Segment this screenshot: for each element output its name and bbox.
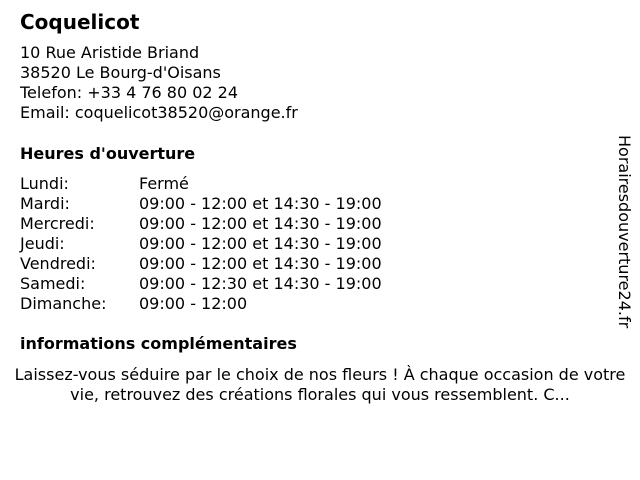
business-contact — [20, 43, 298, 123]
hours-row-mardi — [20, 194, 440, 214]
hours-row-vendredi — [20, 254, 440, 274]
time-value: 09:00 - 12:30 et 14:30 - 19:00 — [139, 274, 382, 293]
watermark — [612, 135, 636, 343]
email-address: Email: coquelicot38520@orange.fr — [20, 103, 298, 122]
time-value: 09:00 - 12:00 et 14:30 - 19:00 — [139, 234, 382, 253]
time-value: 09:00 - 12:00 et 14:30 - 19:00 — [139, 214, 382, 233]
day-label: Samedi: — [20, 274, 86, 293]
business-name: Coquelicot — [20, 10, 140, 34]
business-description: Laissez-vous séduire par le choix de nos fleurs ! À chaque occasion de votre vie, retrouvez des créations florales qui vous ressemblent. C... — [14, 365, 626, 404]
time-value: Fermé — [139, 174, 189, 193]
day-label: Dimanche: — [20, 294, 107, 313]
hours-row-mercredi — [20, 214, 440, 234]
address-city: 38520 Le Bourg-d'Oisans — [20, 63, 221, 82]
time-value: 09:00 - 12:00 et 14:30 - 19:00 — [139, 194, 382, 213]
phone-number: Telefon: +33 4 76 80 02 24 — [20, 83, 239, 102]
day-label: Mercredi: — [20, 214, 95, 233]
hours-row-samedi — [20, 274, 440, 294]
time-value: 09:00 - 12:00 — [139, 294, 248, 313]
hours-row-dimanche — [20, 294, 440, 314]
day-label: Mardi: — [20, 194, 70, 213]
address-street: 10 Rue Aristide Briand — [20, 43, 200, 62]
day-label: Jeudi: — [20, 234, 65, 253]
time-value: 09:00 - 12:00 et 14:30 - 19:00 — [139, 254, 382, 273]
watermark-text: Horairesdouverture24.fr — [615, 135, 634, 329]
hours-table — [20, 174, 440, 314]
hours-row-lundi — [20, 174, 440, 194]
hours-row-jeudi — [20, 234, 440, 254]
info-heading: informations complémentaires — [20, 334, 297, 353]
day-label: Vendredi: — [20, 254, 96, 273]
day-label: Lundi: — [20, 174, 69, 193]
hours-heading: Heures d'ouverture — [20, 144, 196, 163]
